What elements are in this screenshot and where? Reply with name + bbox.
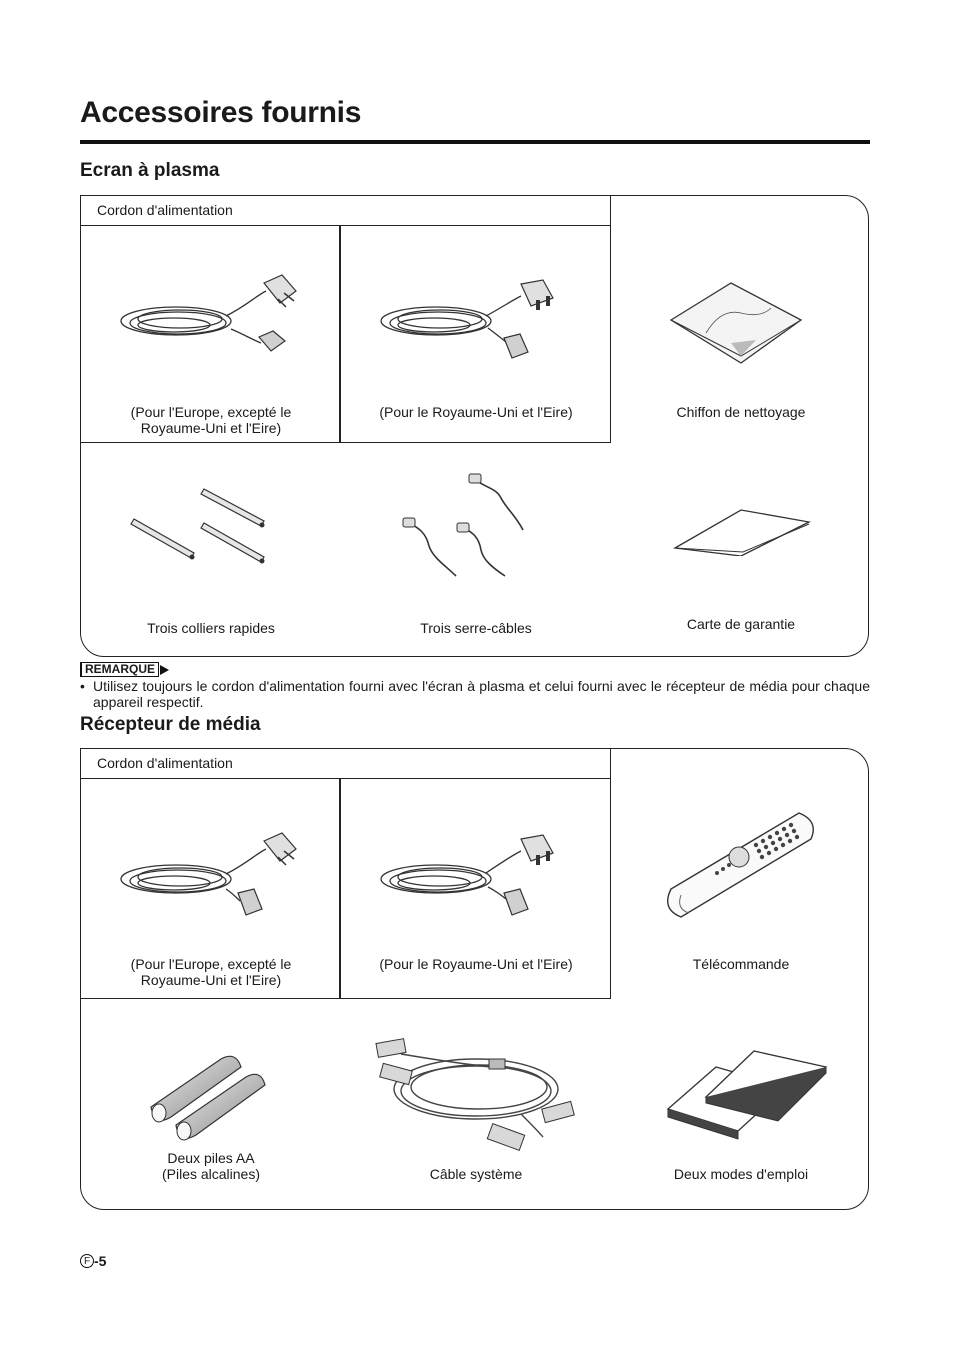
note-label bbox=[80, 662, 169, 677]
page-title: Accessoires fournis bbox=[80, 96, 362, 129]
warranty-card-icon bbox=[671, 506, 811, 556]
receiver-caption-remote: Télécommande bbox=[692, 956, 790, 972]
caption-warranty: Carte de garantie bbox=[686, 616, 796, 632]
operation-manuals-icon bbox=[666, 1047, 831, 1147]
receiver-caption-cord-uk: (Pour le Royaume-Uni et l'Eire) bbox=[379, 956, 573, 972]
page-number bbox=[80, 1253, 106, 1269]
title-rule bbox=[80, 140, 870, 144]
receiver-caption-cable: Câble système bbox=[429, 1166, 523, 1182]
remote-control-icon bbox=[661, 809, 821, 924]
power-cord-europe-icon bbox=[116, 271, 316, 361]
receiver-accessories-panel bbox=[80, 748, 869, 1210]
receiver-caption-batteries bbox=[81, 1150, 341, 1182]
section-heading-receiver: Récepteur de média bbox=[80, 714, 261, 735]
note-paragraph bbox=[80, 678, 870, 710]
aa-batteries-icon bbox=[141, 1047, 271, 1147]
cleaning-cloth-icon bbox=[661, 278, 811, 368]
power-cord-uk-icon bbox=[376, 276, 576, 366]
note-label-text: REMARQUE bbox=[80, 662, 159, 677]
caption-cloth: Chiffon de nettoyage bbox=[676, 404, 806, 420]
note-text: Utilisez toujours le cordon d'alimentation fourni avec l'écran à plasma et celui fourni avec le récepteur de média pour chaque appareil respectif. bbox=[93, 678, 870, 710]
plasma-accessories-panel bbox=[80, 195, 869, 657]
receiver-power-cord-header: Cordon d'alimentation bbox=[81, 749, 610, 779]
page-number-text: -5 bbox=[94, 1253, 107, 1269]
caption-ties: Trois serre-câbles bbox=[420, 620, 532, 636]
system-cable-icon bbox=[371, 1029, 581, 1159]
receiver-caption-manuals: Deux modes d'emploi bbox=[673, 1166, 809, 1182]
section-heading-plasma: Ecran à plasma bbox=[80, 160, 220, 181]
caption-cord-europe-text: (Pour l'Europe, excepté le Royaume-Uni et l'Eire) bbox=[130, 404, 292, 436]
quick-clamps-icon bbox=[126, 481, 276, 571]
caption-clamps: Trois colliers rapides bbox=[147, 620, 275, 636]
receiver-power-cord-uk-icon bbox=[376, 831, 576, 926]
note-arrow-icon bbox=[160, 665, 169, 675]
power-cord-header: Cordon d'alimentation bbox=[81, 196, 610, 226]
receiver-caption-cord-europe bbox=[81, 956, 341, 988]
note-bullet: • bbox=[80, 678, 85, 694]
language-badge: F bbox=[80, 1254, 94, 1268]
receiver-power-cord-europe-icon bbox=[116, 829, 316, 924]
caption-cord-europe bbox=[81, 404, 341, 436]
caption-cord-uk: (Pour le Royaume-Uni et l'Eire) bbox=[379, 404, 573, 420]
receiver-caption-batteries-text: Deux piles AA (Piles alcalines) bbox=[161, 1150, 261, 1182]
receiver-caption-cord-europe-text: (Pour l'Europe, excepté le Royaume-Uni et l'Eire) bbox=[130, 956, 292, 988]
cable-ties-icon bbox=[401, 468, 531, 583]
